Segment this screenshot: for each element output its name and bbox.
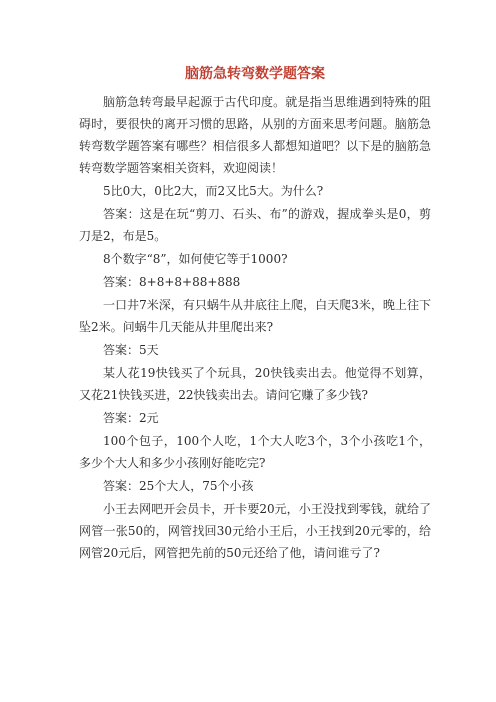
- document-title: 脑筋急转弯数学题答案: [185, 66, 325, 82]
- question-2: 8个数字“8”，如何使它等于1000?: [103, 252, 288, 266]
- question-5: 100个包子，100个人吃，1个大人吃3个，3个小孩吃1个，多少个大人和多少小孩刚好能吃完?: [79, 434, 431, 470]
- answer-4: 答案：2元: [103, 411, 159, 425]
- answer-1: 答案：这是在玩“剪刀、石头、布”的游戏，握成拳头是0，剪刀是2，布是5。: [79, 207, 431, 243]
- question-4: 某人花19快钱买了个玩具，20快钱卖出去。他觉得不划算，又花21快钱买进，22快钱卖出去。请问它赚了多少钱?: [79, 366, 431, 402]
- question-1: 5比0大，0比2大，而2又比5大。为什么?: [103, 184, 324, 198]
- answer-3: 答案：5天: [103, 343, 159, 357]
- question-3: 一口井7米深，有只蜗牛从井底往上爬，白天爬3米，晚上往下坠2米。问蜗牛几天能从井里爬出来?: [79, 298, 431, 334]
- answer-2: 答案：8+8+8+88+888: [103, 275, 241, 289]
- question-6: 小王去网吧开会员卡，开卡要20元，小王没找到零钱，就给了网管一张50的，网管找回30元给小王后，小王找到20元零的，给网管20元后，网管把先前的50元还给了他，请问谁亏了?: [79, 502, 431, 560]
- intro-paragraph: 脑筋急转弯最早起源于古代印度。就是指当思维遇到特殊的阻碍时，要很快的离开习惯的思路，从别的方面来思考问题。脑筋急转弯数学题答案有哪些？相信很多人都想知道吧？以下是的脑筋急转弯数学题答案相关资料，欢迎阅读！: [79, 95, 431, 175]
- document-page: [79, 64, 431, 565]
- answer-5: 答案：25个大人，75个小孩: [103, 479, 254, 493]
